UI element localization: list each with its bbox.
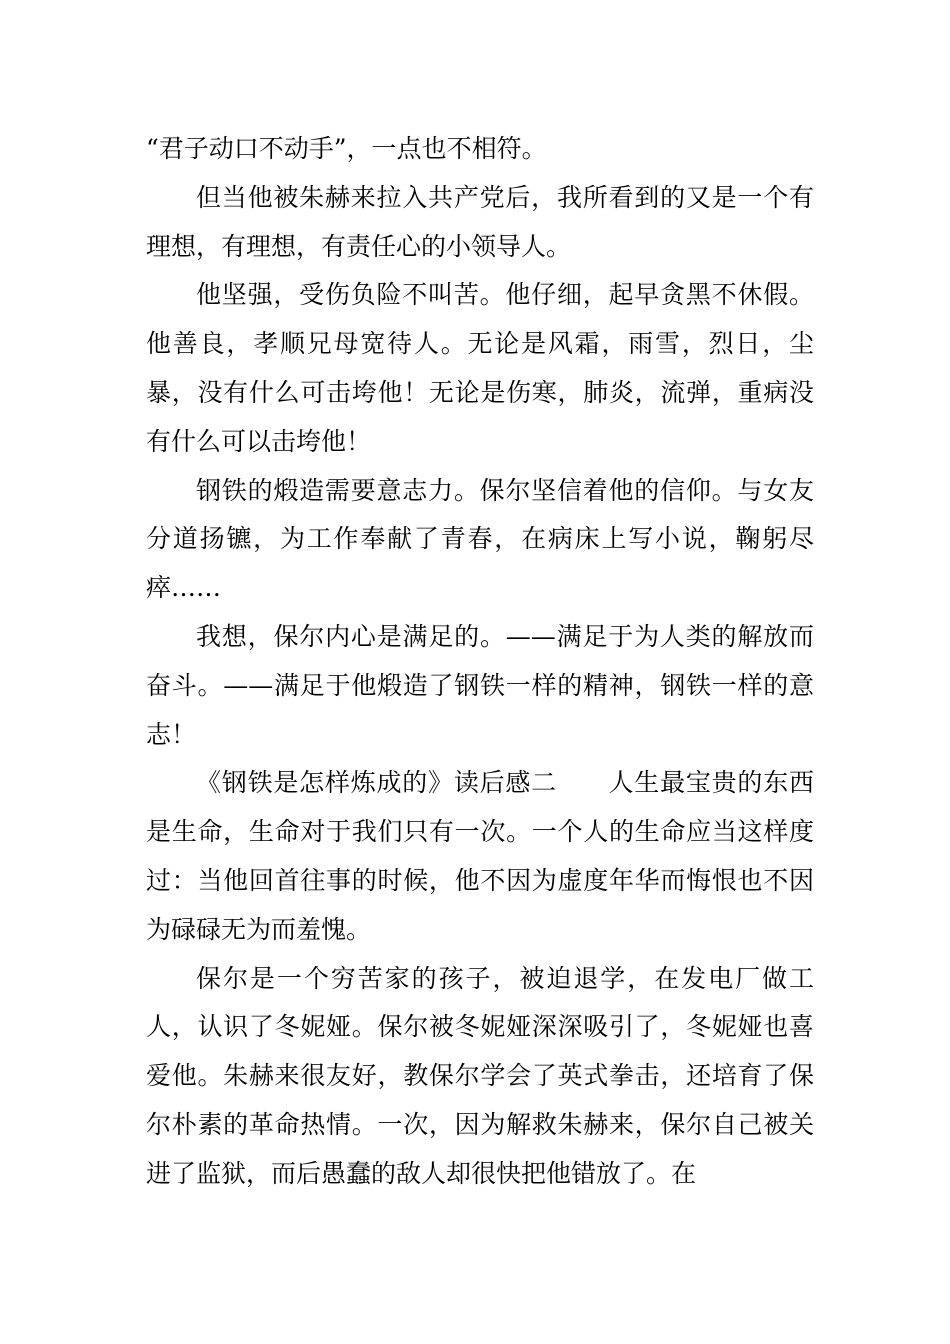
paragraph-7: 保尔是一个穷苦家的孩子，被迫退学，在发电厂做工人，认识了冬妮娅。保尔被冬妮娅深深吸引了，冬妮娅也喜爱他。朱赫来很友好，教保尔学会了英式拳击，还培育了保尔朴素的革命热情。一次，因为解救朱赫来，保尔自己被关进了监狱，而后愚蠢的敌人却很快把他错放了。在 bbox=[146, 963, 814, 1188]
paragraph-4: 钢铁的煅造需要意志力。保尔坚信着他的信仰。与女友分道扬镳，为工作奉献了青春，在病床上写小说，鞠躬尽瘁…… bbox=[146, 475, 814, 603]
paragraph-5: 我想，保尔内心是满足的。——满足于为人类的解放而奋斗。——满足于他煅造了钢铁一样的精神，钢铁一样的意志！ bbox=[146, 621, 814, 749]
paragraph-3: 他坚强，受伤负险不叫苦。他仔细，起早贪黑不休假。他善良，孝顺兄母宽待人。无论是风霜，雨雪，烈日，尘暴，没有什么可击垮他！无论是伤寒，肺炎，流弹，重病没有什么可以击垮他！ bbox=[146, 280, 814, 456]
paragraph-1: “君子动口不动手”，一点也不相符。 bbox=[146, 134, 547, 163]
paragraph-6: 《钢铁是怎样炼成的》读后感二 人生最宝贵的东西是生命，生命对于我们只有一次。一个人的生命应当这样度过：当他回首往事的时候，他不因为虚度年华而悔恨也不因为碌碌无为而羞愧。 bbox=[146, 768, 814, 944]
paragraph-2: 但当他被朱赫来拉入共产党后，我所看到的又是一个有理想，有理想，有责任心的小领导人。 bbox=[146, 182, 814, 261]
document-body bbox=[146, 125, 814, 1199]
